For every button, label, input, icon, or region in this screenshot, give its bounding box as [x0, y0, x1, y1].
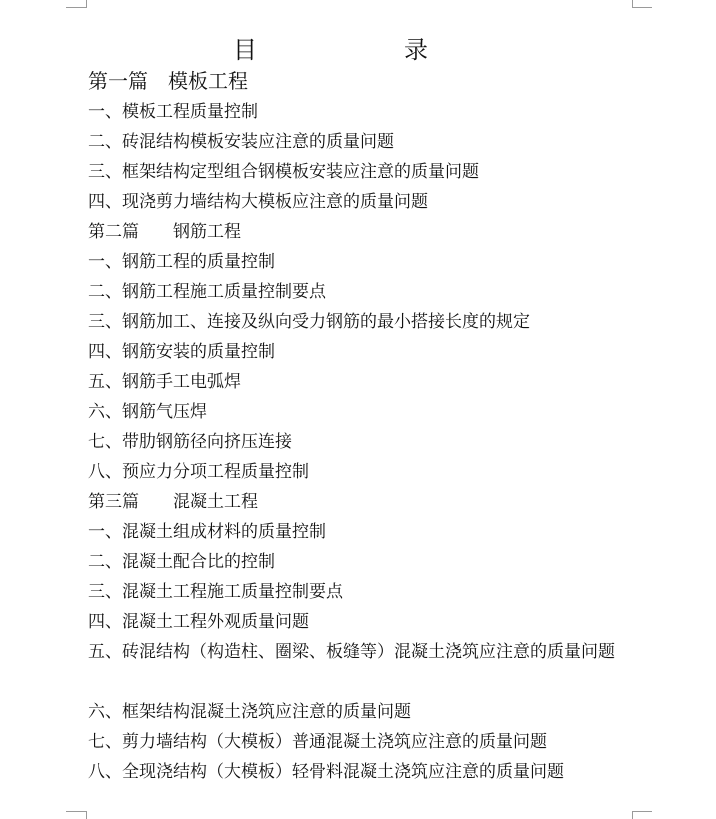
toc-part-3: 第三篇 混凝土工程: [88, 492, 258, 512]
crop-mark-top-left: [86, 0, 87, 8]
toc-item: 二、混凝土配合比的控制: [88, 552, 275, 572]
crop-mark-top-right: [632, 7, 652, 8]
toc-item: 七、带肋钢筋径向挤压连接: [88, 432, 292, 452]
toc-item: 六、钢筋气压焊: [88, 402, 207, 422]
toc-item: 二、钢筋工程施工质量控制要点: [88, 282, 326, 302]
toc-item: 三、框架结构定型组合钢模板安装应注意的质量问题: [88, 162, 479, 182]
toc-item: 七、剪力墙结构（大模板）普通混凝土浇筑应注意的质量问题: [88, 732, 547, 752]
toc-part-2: 第二篇 钢筋工程: [88, 222, 241, 242]
table-of-contents: [88, 67, 648, 787]
toc-item: 一、模板工程质量控制: [88, 102, 258, 122]
toc-item: 三、钢筋加工、连接及纵向受力钢筋的最小搭接长度的规定: [88, 312, 530, 332]
crop-mark-bottom-right: [632, 811, 652, 812]
toc-item: 四、钢筋安装的质量控制: [88, 342, 275, 362]
page-title: [0, 34, 716, 66]
crop-mark-top-right: [632, 0, 633, 8]
toc-item: 八、预应力分项工程质量控制: [88, 462, 309, 482]
crop-mark-bottom-left: [66, 811, 86, 812]
toc-item: 二、砖混结构模板安装应注意的质量问题: [88, 132, 394, 152]
toc-item: 三、混凝土工程施工质量控制要点: [88, 582, 343, 602]
title-char-lu: 录: [404, 36, 428, 64]
crop-mark-bottom-right: [632, 811, 633, 819]
title-char-mu: 目: [233, 36, 257, 64]
crop-mark-bottom-left: [86, 811, 87, 819]
toc-item: 一、混凝土组成材料的质量控制: [88, 522, 326, 542]
toc-part-1: 第一篇 模板工程: [88, 69, 248, 93]
toc-item: 六、框架结构混凝土浇筑应注意的质量问题: [88, 702, 411, 722]
toc-item: 八、全现浇结构（大模板）轻骨料混凝土浇筑应注意的质量问题: [88, 762, 564, 782]
toc-item: 一、钢筋工程的质量控制: [88, 252, 275, 272]
toc-item: 四、现浇剪力墙结构大模板应注意的质量问题: [88, 192, 428, 212]
toc-item: 四、混凝土工程外观质量问题: [88, 612, 309, 632]
toc-item: 五、砖混结构（构造柱、圈梁、板缝等）混凝土浇筑应注意的质量问题: [88, 642, 615, 662]
crop-mark-top-left: [66, 7, 86, 8]
toc-item: 五、钢筋手工电弧焊: [88, 372, 241, 392]
